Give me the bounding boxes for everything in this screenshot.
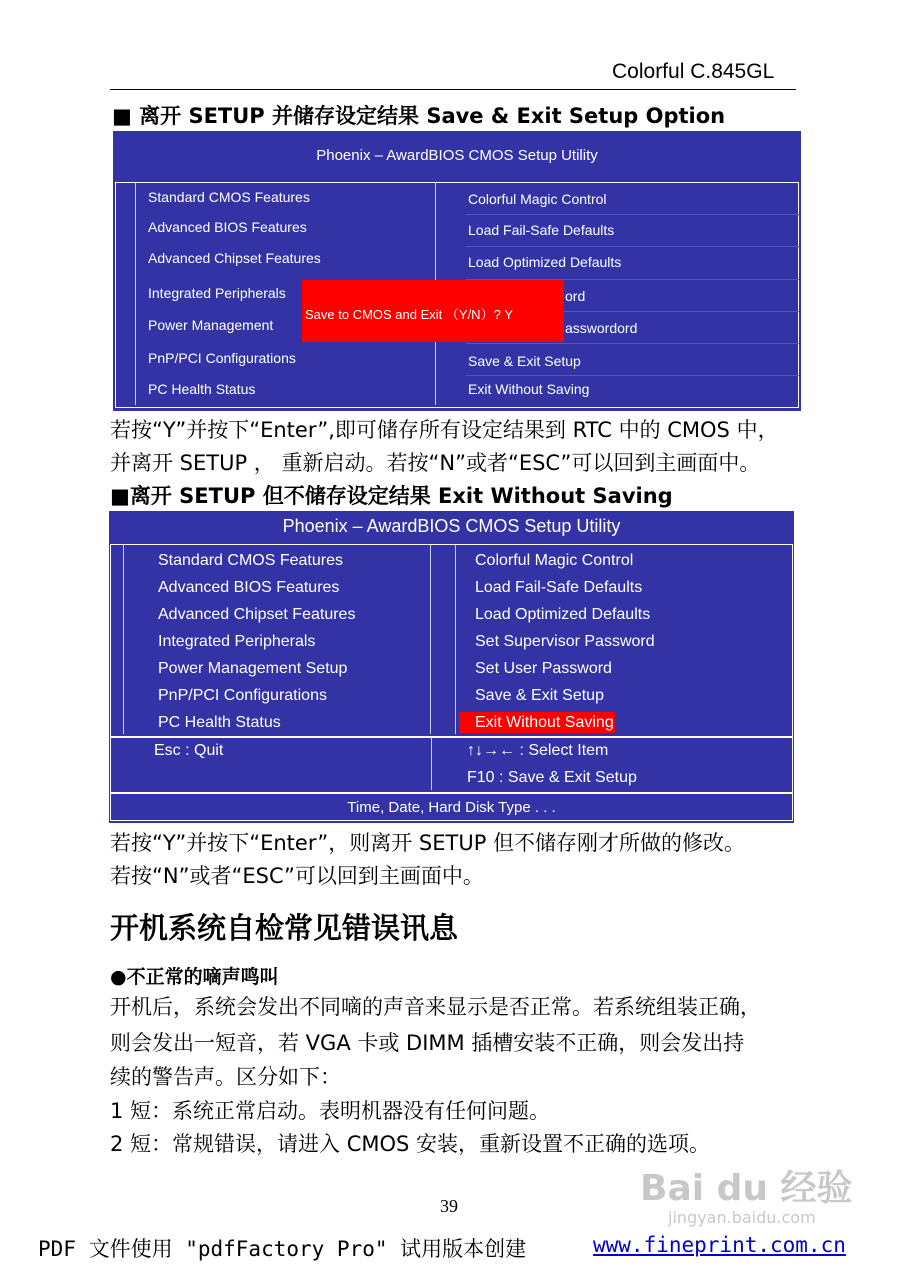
bios2-menu-item[interactable]: Load Optimized Defaults [475, 606, 651, 623]
section3-para-line: 开机后，系统会发出不同嘀的声音来显示是否正常。若系统组装正确， [110, 995, 761, 1019]
esc-quit-hint: Esc : Quit [154, 742, 224, 759]
bios1-menu-item[interactable]: ord [565, 288, 586, 304]
bios1-menu-item[interactable]: Power Management [148, 317, 274, 333]
bios2-status-line: Time, Date, Hard Disk Type . . . [347, 799, 556, 816]
page-number: 39 [440, 1196, 458, 1216]
bios1-menu-item[interactable]: Integrated Peripherals [148, 285, 286, 301]
pdf-factory-notice: PDF 文件使用 "pdfFactory Pro" 试用版本创建 [38, 1237, 527, 1261]
section2-para-line: 若按“N”或者“ESC”可以回到主画面中。 [110, 864, 484, 888]
bios-screen-2 [109, 511, 794, 823]
section2-heading: ■离开 SETUP 但不储存设定结果 Exit Without Saving [110, 484, 673, 508]
bios-screen-1 [113, 131, 801, 411]
bios1-menu-item[interactable]: Load Optimized Defaults [468, 254, 622, 270]
baidu-watermark-logo: Bai du 经验 [640, 1168, 853, 1209]
header-divider [110, 89, 796, 90]
bios1-menu-item[interactable]: asswordord [565, 320, 638, 336]
bios1-menu-item[interactable]: Advanced BIOS Features [148, 219, 307, 235]
bios2-help-divider [431, 738, 432, 790]
select-item-hint: ↑↓→← : Select Item [467, 742, 609, 759]
bios1-menu-item[interactable]: Standard CMOS Features [148, 189, 310, 205]
fineprint-link[interactable]: www.fineprint.com.cn [593, 1233, 846, 1257]
bios1-menu-item[interactable]: PC Health Status [148, 381, 256, 397]
bios1-row-line [466, 375, 799, 376]
bios1-menu-item[interactable]: Advanced Chipset Features [148, 250, 321, 266]
bios2-menu-item[interactable]: Set User Password [475, 660, 612, 677]
bios2-menu-item[interactable]: Save & Exit Setup [475, 687, 604, 704]
section1-para-line: 若按“Y”并按下“Enter”,即可储存所有设定结果到 RTC 中的 CMOS 中， [110, 418, 779, 442]
section3-title: 开机系统自检常见错误讯息 [110, 911, 459, 945]
section1-heading: ■ 离开 SETUP 并储存设定结果 Save & Exit Setup Option [112, 104, 726, 128]
bios2-selected-label: Exit Without Saving [475, 714, 614, 731]
bios1-menu-item[interactable]: Exit Without Saving [468, 381, 590, 397]
f10-save-hint: F10 : Save & Exit Setup [467, 769, 637, 786]
bios1-left-gutter [135, 183, 136, 405]
section2-para-line: 若按“Y”并按下“Enter”，则离开 SETUP 但不储存刚才所做的修改。 [110, 831, 746, 855]
save-confirm-dialog[interactable] [302, 280, 564, 342]
section1-para-line: 并离开 SETUP ， 重新启动。若按“N”或者“ESC”可以回到主画面中。 [110, 451, 761, 475]
bios1-menu-item[interactable]: Load Fail-Safe Defaults [468, 222, 615, 238]
bios1-menu-item[interactable]: Save & Exit Setup [468, 353, 581, 369]
bios1-menu-item[interactable]: PnP/PCI Configurations [148, 350, 296, 366]
bios2-title: Phoenix – AwardBIOS CMOS Setup Utility [282, 516, 621, 536]
section3-para-line: 续的警告声。区分如下： [110, 1065, 341, 1089]
bios2-left-gutter [123, 545, 124, 734]
bios2-divider [430, 545, 431, 734]
section3-para-line: 2 短：常规错误，请进入 CMOS 安装，重新设置不正确的选项。 [110, 1132, 711, 1156]
bios2-menu-item[interactable]: Standard CMOS Features [158, 552, 343, 569]
bios1-row-line [466, 214, 799, 215]
bios2-menu-item[interactable]: Advanced BIOS Features [158, 579, 340, 596]
bios1-menu-item[interactable]: Colorful Magic Control [468, 191, 607, 207]
bios2-menu-item[interactable]: Colorful Magic Control [475, 552, 634, 569]
bios1-row-line [466, 246, 799, 247]
bios1-row-line [466, 343, 799, 344]
bios1-title: Phoenix – AwardBIOS CMOS Setup Utility [316, 147, 598, 164]
bios2-menu-item[interactable]: Advanced Chipset Features [158, 606, 356, 623]
bios2-menu-item[interactable]: PnP/PCI Configurations [158, 687, 327, 704]
section3-para-line: 则会发出一短音，若 VGA 卡或 DIMM 插槽安装不正确，则会发出持 [110, 1031, 745, 1055]
bios2-menu-item[interactable]: Set Supervisor Password [475, 633, 655, 650]
section3-para-line: 1 短：系统正常启动。表明机器没有任何问题。 [110, 1099, 551, 1123]
exit-without-saving-selected[interactable] [459, 712, 615, 733]
section3-bullet: ●不正常的嘀声鸣叫 [110, 966, 279, 988]
save-confirm-text: Save to CMOS and Exit （Y/N）? Y [305, 307, 514, 322]
bios2-right-gutter [455, 545, 456, 734]
header-brand: Colorful C.845GL [612, 60, 775, 83]
baidu-watermark-url: jingyan.baidu.com [668, 1208, 816, 1227]
bios2-menu-item[interactable]: PC Health Status [158, 714, 281, 731]
bios2-menu-item[interactable]: Power Management Setup [158, 660, 348, 677]
bios2-menu-item[interactable]: Load Fail-Safe Defaults [475, 579, 643, 596]
bios2-menu-item[interactable]: Integrated Peripherals [158, 633, 316, 650]
